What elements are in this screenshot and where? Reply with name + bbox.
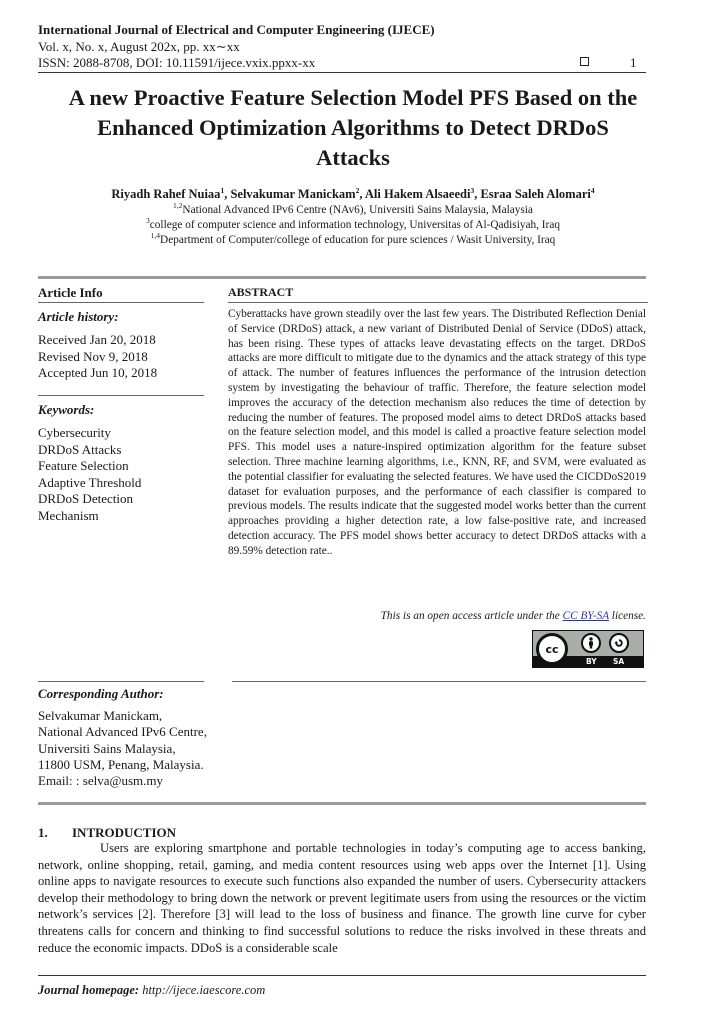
- corr-university: Universiti Sains Malaysia,: [38, 740, 176, 756]
- cc-by-sa-badge[interactable]: [532, 630, 644, 668]
- section-rule-bottom: [38, 802, 646, 805]
- square-outline-icon: [580, 57, 589, 66]
- history-revised: Revised Nov 9, 2018: [38, 348, 148, 364]
- keywords-heading: Keywords:: [38, 402, 95, 417]
- affiliation: $^{1,2}$National Advanced IPv6 Centre (NAv6), Universiti Sains Malaysia, Malaysia: [173, 201, 533, 216]
- author: Ali Hakem Alsaeedi$^3$,: [364, 186, 481, 201]
- author: Riyadh Rahef Nuiaa$^1$,: [111, 186, 231, 201]
- article-info-heading: Article Info: [38, 285, 103, 300]
- section-number: 1.: [38, 825, 48, 840]
- corr-email: Email: : selva@usm.my: [38, 773, 163, 789]
- corresponding-rule-left: [38, 681, 204, 682]
- corr-centre: National Advanced IPv6 Centre,: [38, 724, 207, 740]
- by-label: BY: [586, 657, 597, 666]
- author-list: [0, 187, 706, 202]
- abstract-text: Cyberattacks have grown steadily over the last few years. The Distributed Reflection Denial of Service (DRDoS) attack, a new variant of Distributed Denial of Service (DDoS) attack, has been rising. These types of attacks leave devastating effects on the target. DRDoS attacks are more difficult to mitigate due to the dynamics and the attack strategy of this type of attack. The number of features influences the performance of the intrusion detection system by investigating the behaviour of traffic. Therefore, the feature selection model improves the accuracy of the detection mechanism also reduces the time of detection by reducing the number of features. The proposed model aims to detect DRDoS attacks based on the feature selection model, and this model is called a proactive feature selection model PFS. This model uses a nature-inspired optimization algorithm for the feature subset selection. Three machine learning algorithms, i.e., KNN, RF, and SVM, were evaluated as the potential classifier for evaluating the selected features. We have used the CICDDoS2019 dataset for evaluation purposes, and the performance of each classifier is compared to previous models. The results indicate that the suggested model works better than the current approaches providing a higher detection rate, a low false-positive rate, and increased detection accuracy. The PFS model shows better accuracy to detect DRDoS attacks with a 89.59% detection rate..: [228, 308, 646, 557]
- article-history-list: [38, 332, 157, 382]
- article-info-rule: [38, 302, 204, 303]
- history-received: Received Jan 20, 2018: [38, 332, 156, 347]
- keyword: Cybersecurity: [38, 425, 111, 440]
- keywords-list: [38, 425, 141, 524]
- corresponding-author-details: [38, 708, 207, 789]
- page-number: 1: [630, 55, 637, 70]
- journal-homepage: Journal homepage: http://ijece.iaescore.com: [38, 983, 266, 997]
- cc-by-sa-link[interactable]: CC BY-SA: [562, 610, 609, 622]
- license-statement: This is an open access article under the CC BY-SA license.: [380, 610, 646, 622]
- person-attribution-icon: [581, 633, 601, 653]
- author: Esraa Saleh Alomari$^4$: [480, 186, 595, 201]
- keyword: Adaptive Threshold: [38, 474, 142, 490]
- affiliation: $^{1,4}$Department of Computer/college of education for pure sciences / Wasit University, Iraq: [150, 231, 556, 246]
- title-line-3: Attacks: [316, 145, 390, 170]
- corr-address: 11800 USM, Penang, Malaysia.: [38, 756, 204, 772]
- corresponding-author-heading: Corresponding Author:: [38, 686, 164, 701]
- sa-label: SA: [613, 657, 625, 666]
- abstract-rule: [228, 302, 648, 303]
- section-rule-top: [38, 276, 646, 279]
- corr-name: Selvakumar Manickam,: [38, 708, 163, 723]
- share-alike-icon: [609, 633, 629, 653]
- paper-title: [0, 83, 706, 173]
- article-history-heading: Article history:: [38, 309, 119, 324]
- journal-name: International Journal of Electrical and Computer Engineering (IJECE): [38, 22, 435, 37]
- journal-issn-doi: ISSN: 2088-8708, DOI: 10.11591/ijece.vxix.ppxx-xx: [38, 55, 316, 70]
- journal-volume: Vol. x, No. x, August 202x, pp. xx∼xx: [38, 39, 240, 54]
- keyword: DRDoS Attacks: [38, 441, 122, 457]
- introduction-heading: 1. INTRODUCTION: [38, 825, 177, 840]
- header-rule: [38, 72, 646, 73]
- keyword: DRDoS Detection: [38, 491, 133, 506]
- title-line-1: A new Proactive Feature Selection Model PFS Based on the: [68, 85, 638, 110]
- author: Selvakumar Manickam$^2$,: [230, 186, 365, 201]
- corresponding-rule-right: [232, 681, 646, 682]
- keyword: Feature Selection: [38, 458, 129, 473]
- title-line-2: Enhanced Optimization Algorithms to Detect DRDoS: [97, 115, 609, 140]
- keywords-rule: [38, 395, 204, 396]
- affiliation: $^3$college of computer science and information technology, Universitas of Al-Qadisiyah, Iraq: [146, 216, 560, 231]
- abstract-heading: ABSTRACT: [228, 285, 294, 299]
- cc-icon: cc: [536, 633, 568, 665]
- introduction-text: Users are exploring smartphone and portable technologies in today’s computing age to access banking, network, online shopping, retail, gaming, and media content resources using web apps over the Internet [1]. Using online apps to navigate resources to execute such functions also expanded the number of users. Cybersecurity attackers develop their methodology to bring down the network or prevent legitimate users from using the resources or the victim network’s services [2]. Therefore [3] will lead to the loss of business and finance. The growth line curve for cyber threatens calls for concern and thinking to find successful solutions to reduce the risks involved in these threats and reduce the economic impacts. DDoS is a considerable scale: [38, 841, 646, 955]
- keyword: Mechanism: [38, 507, 99, 523]
- journal-homepage-url[interactable]: http://ijece.iaescore.com: [142, 983, 266, 997]
- history-accepted: Accepted Jun 10, 2018: [38, 365, 158, 380]
- footer-rule: [38, 975, 646, 976]
